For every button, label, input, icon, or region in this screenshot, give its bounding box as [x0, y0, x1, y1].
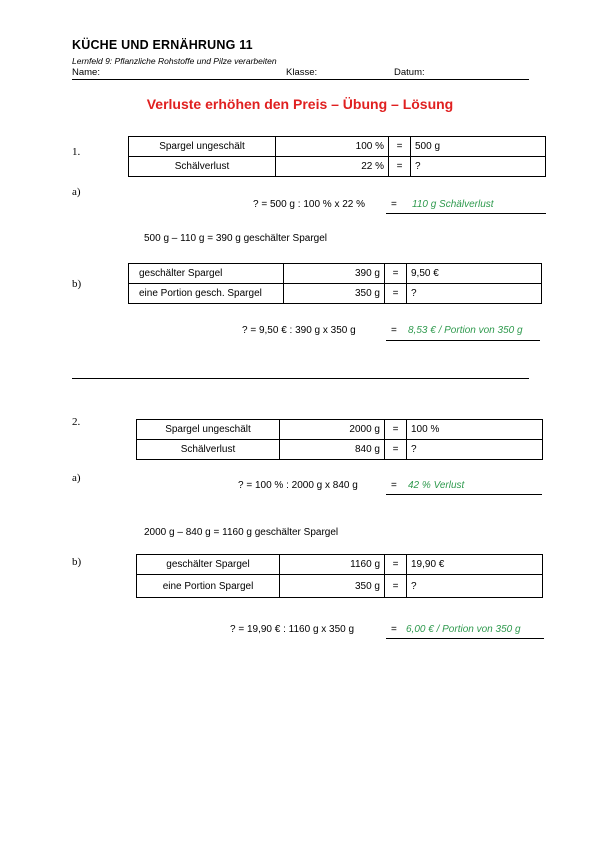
header-fields-row — [72, 66, 529, 80]
exercise-2b-equals: = — [391, 624, 397, 635]
date-label: Datum: — [394, 67, 425, 78]
exercise-2b-answer-line — [386, 623, 544, 639]
table-cell-item: Spargel ungeschält — [129, 137, 276, 157]
exercise-1a-calculation: ? = 500 g : 100 % x 22 % — [253, 199, 366, 210]
table-cell-value: 350 g — [284, 284, 385, 304]
exercise-2a-answer: 42 % Verlust — [408, 480, 465, 491]
section-divider — [72, 378, 529, 379]
table-cell-result: ? — [407, 284, 542, 304]
exercise-2-intermediate: 2000 g – 840 g = 1160 g geschälter Spargel — [144, 527, 339, 538]
exercise-1b-answer-line — [386, 324, 540, 341]
table-cell-equals: = — [385, 420, 407, 440]
exercise-1-table-portion — [128, 263, 542, 304]
exercise-2b-label: b) — [72, 556, 82, 568]
table-cell-result: 9,50 € — [407, 264, 542, 284]
table-row — [129, 137, 546, 157]
exercise-1-table-loss — [128, 136, 546, 177]
table-cell-value: 390 g — [284, 264, 385, 284]
table-cell-equals: = — [385, 440, 407, 460]
table-cell-equals: = — [385, 264, 407, 284]
exercise-1b-label: b) — [72, 278, 82, 290]
table-cell-item: Schälverlust — [137, 440, 280, 460]
exercise-1b-equals: = — [391, 325, 397, 336]
class-label: Klasse: — [286, 67, 318, 78]
table-cell-item: geschälter Spargel — [137, 555, 280, 575]
table-cell-item: Schälverlust — [129, 157, 276, 177]
exercise-2a-label: a) — [72, 472, 81, 484]
table-cell-equals: = — [385, 575, 407, 598]
table-cell-value: 840 g — [280, 440, 385, 460]
document-title: KÜCHE UND ERNÄHRUNG 11 — [72, 38, 253, 52]
table-cell-value: 1160 g — [280, 555, 385, 575]
table-cell-result: 19,90 € — [407, 555, 543, 575]
exercise-1a-label: a) — [72, 186, 81, 198]
table-cell-item: eine Portion Spargel — [137, 575, 280, 598]
exercise-1a-answer: 110 g Schälverlust — [412, 199, 494, 210]
exercise-2a-equals: = — [391, 480, 397, 491]
exercise-2a-calculation: ? = 100 % : 2000 g x 840 g — [238, 480, 358, 491]
exercise-2-table-loss — [136, 419, 543, 460]
name-label: Name: — [72, 67, 100, 78]
table-row — [129, 264, 542, 284]
table-cell-result: ? — [411, 157, 546, 177]
document-subtitle: Lernfeld 9: Pflanzliche Rohstoffe und Pilze verarbeiten — [72, 56, 277, 66]
exercise-2b-calculation: ? = 19,90 € : 1160 g x 350 g — [230, 624, 355, 635]
table-cell-item: eine Portion gesch. Spargel — [129, 284, 284, 304]
exercise-2a-answer-line — [386, 479, 542, 495]
exercise-1-number: 1. — [72, 146, 81, 158]
table-row — [137, 440, 543, 460]
table-cell-result: 100 % — [407, 420, 543, 440]
table-row — [129, 284, 542, 304]
table-cell-value: 22 % — [276, 157, 389, 177]
exercise-2-table-portion — [136, 554, 543, 598]
exercise-2-number: 2. — [72, 416, 81, 428]
exercise-1b-calculation: ? = 9,50 € : 390 g x 350 g — [242, 325, 356, 336]
table-cell-equals: = — [389, 137, 411, 157]
table-cell-item: geschälter Spargel — [129, 264, 284, 284]
table-cell-value: 2000 g — [280, 420, 385, 440]
exercise-1b-answer: 8,53 € / Portion von 350 g — [408, 325, 523, 336]
exercise-1-intermediate: 500 g – 110 g = 390 g geschälter Spargel — [144, 233, 328, 244]
table-cell-value: 350 g — [280, 575, 385, 598]
table-cell-result: 500 g — [411, 137, 546, 157]
exercise-1a-equals: = — [391, 199, 397, 210]
table-row — [137, 575, 543, 598]
table-cell-result: ? — [407, 575, 543, 598]
table-cell-equals: = — [389, 157, 411, 177]
table-cell-value: 100 % — [276, 137, 389, 157]
table-row — [129, 157, 546, 177]
exercise-2b-answer: 6,00 € / Portion von 350 g — [406, 624, 521, 635]
table-row — [137, 555, 543, 575]
table-cell-equals: = — [385, 284, 407, 304]
table-cell-item: Spargel ungeschält — [137, 420, 280, 440]
page-title: Verluste erhöhen den Preis – Übung – Lösung — [146, 96, 454, 112]
exercise-1a-answer-line — [386, 198, 546, 214]
table-cell-result: ? — [407, 440, 543, 460]
table-row — [137, 420, 543, 440]
table-cell-equals: = — [385, 555, 407, 575]
